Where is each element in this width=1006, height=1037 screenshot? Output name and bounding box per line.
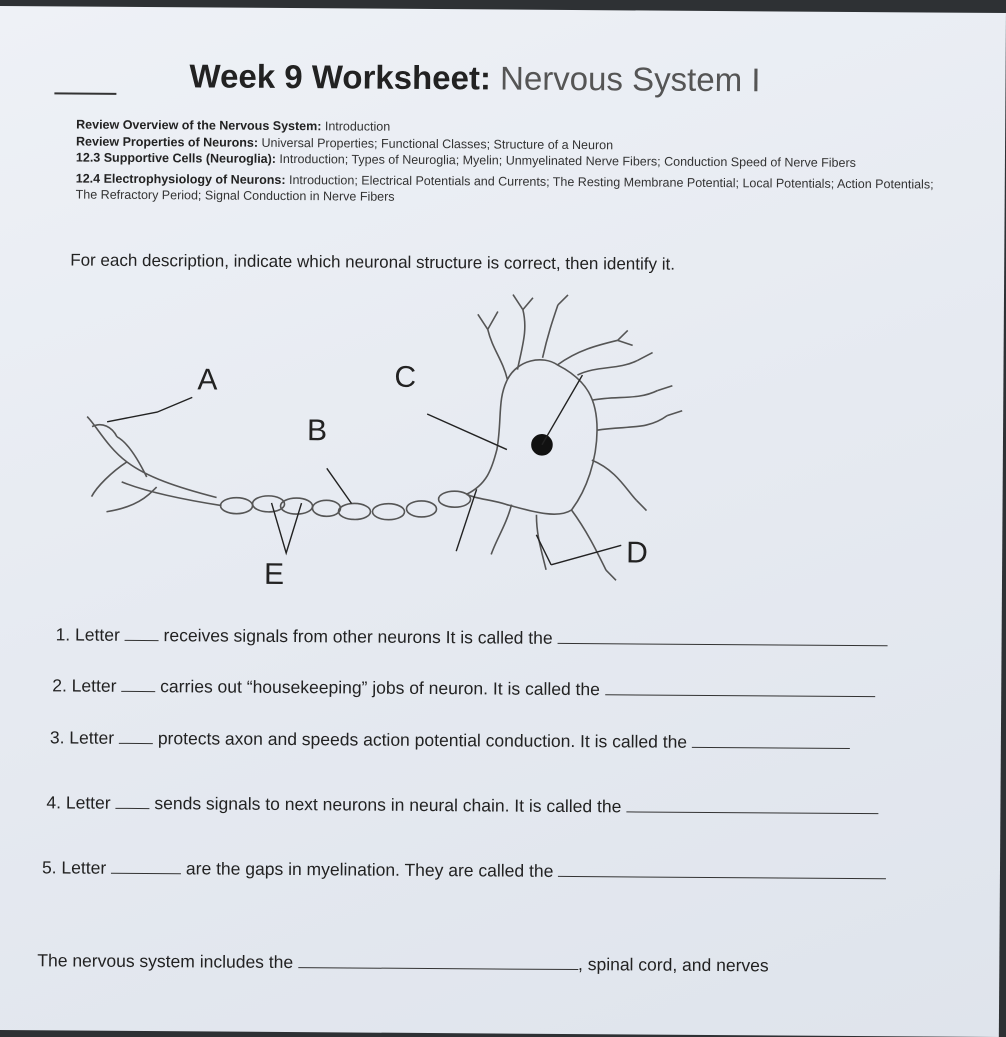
label-a: A: [197, 363, 218, 397]
answer-letter-blank[interactable]: [125, 626, 159, 641]
question-5: 5. Letter are the gaps in myelination. They are called the: [42, 857, 886, 884]
answer-name-blank[interactable]: [605, 680, 875, 697]
label-d: D: [626, 536, 648, 570]
neuron-diagram: [0, 286, 1004, 613]
label-c: C: [394, 360, 417, 394]
title-subject: Nervous System I: [499, 59, 761, 99]
question-2: 2. Letter carries out “housekeeping” jobs of neuron. It is called the: [52, 675, 875, 702]
review-line: Review Properties of Neurons: Universal Properties; Functional Classes; Structure of a Neuron: [76, 134, 614, 152]
review-topics: [76, 117, 947, 210]
pointer-lines: [106, 372, 622, 566]
review-line: 12.3 Supportive Cells (Neuroglia): Introduction; Types of Neuroglia; Myelin; Unmyelinated Nerve Fibers; Conduction Speed of Nerve Fibers: [75, 150, 856, 170]
instructions: For each description, indicate which neuronal structure is correct, then identify it.: [70, 250, 676, 274]
question-4: 4. Letter sends signals to next neurons in neural chain. It is called the: [46, 792, 878, 819]
nucleus: [532, 435, 552, 455]
answer-letter-blank[interactable]: [111, 859, 181, 874]
answer-letter-blank[interactable]: [119, 729, 153, 744]
answer-letter-blank[interactable]: [121, 677, 155, 692]
axon-terminals: [86, 417, 222, 513]
page-title: [189, 57, 760, 99]
label-b: B: [306, 414, 328, 448]
title-bold: Week 9 Worksheet:: [189, 57, 492, 97]
question-1: 1. Letter receives signals from other neurons It is called the: [56, 624, 888, 651]
review-line: Review Overview of the Nervous System: Introduction: [76, 117, 391, 134]
final-question: The nervous system includes the , spinal cord, and nerves: [37, 950, 769, 976]
answer-name-blank[interactable]: [692, 733, 850, 749]
question-3: 3. Letter protects axon and speeds action potential conduction. It is called the: [50, 727, 850, 754]
worksheet-page: [0, 6, 1006, 1037]
review-line: 12.4 Electrophysiology of Neurons: Introduction; Electrical Potentials and Currents; The Resting Membrane Potential; Local Potentials; Action Potentials; The Refractory Period; Signal Conduction in Nerve Fibers: [75, 171, 934, 204]
answer-blank[interactable]: [298, 953, 578, 970]
cell-body-and-dendrites: [466, 294, 683, 580]
name-line: [54, 92, 116, 94]
answer-name-blank[interactable]: [626, 797, 878, 814]
answer-name-blank[interactable]: [558, 862, 886, 879]
answer-letter-blank[interactable]: [115, 794, 149, 809]
answer-name-blank[interactable]: [557, 629, 887, 646]
label-e: E: [263, 557, 285, 591]
